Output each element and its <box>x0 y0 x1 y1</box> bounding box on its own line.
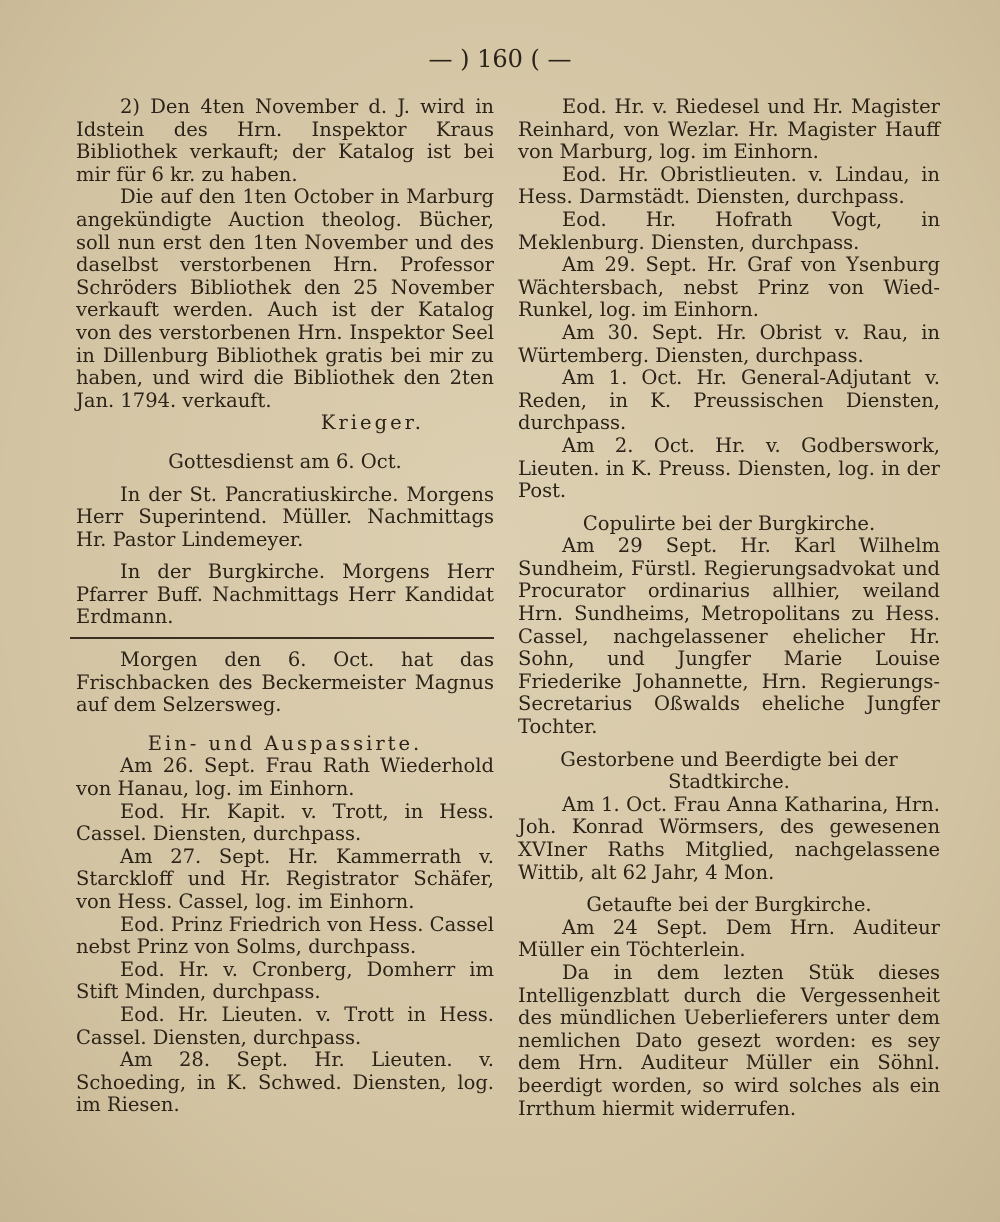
travel-entry: Eod. Hr. Obristlieuten. v. Lindau, in Hess. Darmstädt. Diensten, durchpass. <box>518 162 940 209</box>
travel-entry: Am 30. Sept. Hr. Obrist v. Rau, in Würtemberg. Diensten, durchpass. <box>518 320 940 367</box>
page-number: — ) 160 ( — <box>428 45 572 73</box>
left-column <box>76 96 494 1117</box>
notice-marburg-auction: Die auf den 1ten October in Marburg angekündigte Auction theolog. Bücher, soll nun erst den 1ten November und des daselbst verstorbenen Hrn. Professor Schröders Bibliothek den 25 November verkauft werden. Auch ist der Katalog von des verstorbenen Hrn. Inspektor Seel in Dillenburg Bibliothek gratis bei mir zu haben, und wird die Bibliothek den 2ten Jan. 1794. verkauft. <box>76 185 494 412</box>
travel-entry: Am 28. Sept. Hr. Lieuten. v. Schoeding, in K. Schwed. Diensten, log. im Riesen. <box>76 1048 494 1117</box>
service-heading: Gottesdienst am 6. Oct. <box>168 449 402 473</box>
signature: Krieger. <box>320 411 424 435</box>
travel-entry: Eod. Hr. v. Riedesel und Hr. Magister Reinhard, von Wezlar. Hr. Magister Hauff von Marburg, log. im Einhorn. <box>518 95 940 164</box>
deaths-heading-church: Stadtkirche. <box>668 770 790 794</box>
travel-entry: Eod. Hr. Lieuten. v. Trott in Hess. Cassel. Diensten, durchpass. <box>76 1002 494 1049</box>
baking-notice: Morgen den 6. Oct. hat das Frischbacken des Beckermeister Magnus auf dem Selzersweg. <box>76 648 494 717</box>
deaths-heading: Gestorbene und Beerdigte bei der <box>560 747 898 771</box>
travel-entry: Eod. Hr. v. Cronberg, Domherr im Stift Minden, durchpass. <box>76 957 494 1004</box>
travel-heading: Ein- und Auspassirte. <box>147 731 423 755</box>
deaths-entry: Am 1. Oct. Frau Anna Katharina, Hrn. Joh. Konrad Wörmsers, des gewesenen XVIner Raths Mitglied, nachgelassene Wittib, alt 62 Jahr, 4 Mon. <box>518 792 940 884</box>
married-heading: Copulirte bei der Burgkirche. <box>582 511 876 535</box>
travel-entry: Am 26. Sept. Frau Rath Wiederhold von Hanau, log. im Einhorn. <box>76 754 494 801</box>
baptized-entry: Am 24 Sept. Dem Hrn. Auditeur Müller ein Töchterlein. <box>518 915 940 962</box>
travel-entry: Eod. Hr. Hofrath Vogt, in Meklenburg. Diensten, durchpass. <box>518 207 940 254</box>
married-entry: Am 29 Sept. Hr. Karl Wilhelm Sundheim, Fürstl. Regierungsadvokat und Procurator ordinarius allhier, weiland Hrn. Sundheims, Metropolitans zu Hess. Cassel, nachgelassener ehelicher Hr. Sohn, und Jungfer Marie Louise Friederike Johannette, Hrn. Regierungs-Secretarius Oßwalds eheliche Jungfer Tochter. <box>518 534 940 739</box>
travel-entry: Am 27. Sept. Hr. Kammerrath v. Starckloff und Hr. Registrator Schäfer, von Hess. Cassel, log. im Einhorn. <box>76 844 494 913</box>
service-burgkirche: In der Burgkirche. Morgens Herr Pfarrer Buff. Nachmittags Herr Kandidat Erdmann. <box>76 560 494 629</box>
service-pancratius: In der St. Pancratiuskirche. Morgens Herr Superintend. Müller. Nachmittags Hr. Pastor Lindemeyer. <box>76 482 494 551</box>
travel-entry: Am 29. Sept. Hr. Graf von Ysenburg Wächtersbach, nebst Prinz von Wied-Runkel, log. im Einhorn. <box>518 253 940 322</box>
correction-notice: Da in dem lezten Stük dieses Intelligenzblatt durch die Vergessenheit des mündlichen Ueberlieferers unter dem nemlichen Dato gesezt worden: es sey dem Hrn. Auditeur Müller ein Söhnl. beerdigt worden, so wird solches als ein Irrthum hiermit widerrufen. <box>518 960 940 1120</box>
right-column <box>518 96 940 1120</box>
travel-entry: Eod. Prinz Friedrich von Hess. Cassel nebst Prinz von Solms, durchpass. <box>76 912 494 959</box>
travel-entry: Am 1. Oct. Hr. General-Adjutant v. Reden, in K. Preussischen Diensten, durchpass. <box>518 366 940 435</box>
travel-entry: Am 2. Oct. Hr. v. Godberswork, Lieuten. in K. Preuss. Diensten, log. in der Post. <box>518 433 940 503</box>
section-divider <box>70 637 494 639</box>
notice-idstein-auction: 2) Den 4ten November d. J. wird in Idstein des Hrn. Inspektor Kraus Bibliothek verkauft; der Katalog ist bei mir für 6 kr. zu haben. <box>76 95 494 186</box>
travel-entry: Eod. Hr. Kapit. v. Trott, in Hess. Cassel. Diensten, durchpass. <box>76 799 494 846</box>
baptized-heading: Getaufte bei der Burgkirche. <box>586 893 872 917</box>
